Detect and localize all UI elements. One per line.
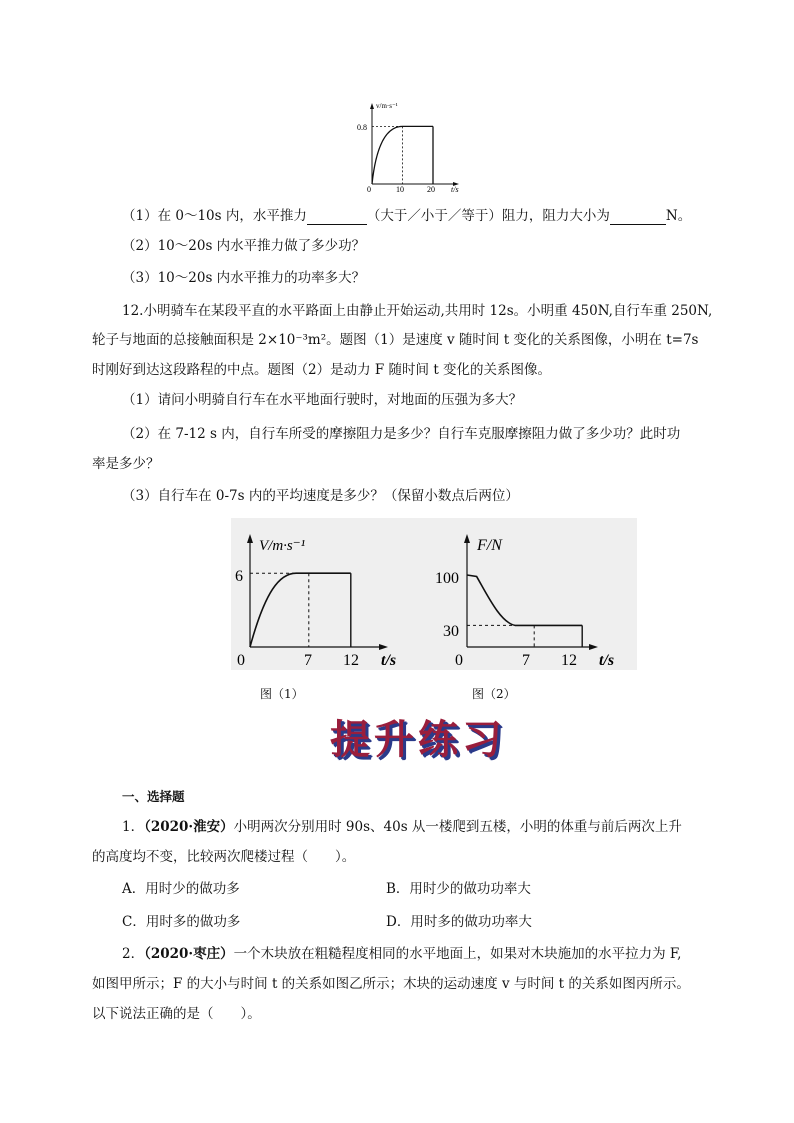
- figure-1-velocity-graph: [231, 518, 431, 670]
- fig2-x-arrow: [589, 644, 598, 650]
- small-velocity-graph: [355, 100, 465, 192]
- fig2-y-tick-30: 30: [443, 623, 459, 640]
- q12-sub3: （3）自行车在 0-7s 内的平均速度是多少？（保留小数点后两位）: [122, 488, 519, 504]
- fig1-x-arrow: [379, 644, 388, 650]
- mc2-line3: 以下说法正确的是（ ）。: [92, 1006, 261, 1022]
- fig1-y-label: V/m·s⁻¹: [259, 538, 306, 554]
- mc1-option-b[interactable]: B．用时少的做功功率大: [386, 881, 531, 897]
- fig1-x-label: t/s: [381, 652, 397, 669]
- fig1-x-tick-12: 12: [343, 652, 359, 669]
- figure-2-caption: 图（2）: [472, 687, 516, 701]
- q11-blank-2[interactable]: [610, 210, 666, 225]
- fig1-x-tick-7: 7: [304, 652, 312, 669]
- q11-part3: （3）10～20s 内水平推力的功率多大？: [122, 270, 366, 286]
- mc2-line2: 如图甲所示；F 的大小与时间 t 的关系如图乙所示；木块的运动速度 v 与时间 t 的关系如图丙所示。: [92, 976, 690, 992]
- fig2-x-tick-12: 12: [561, 652, 577, 669]
- q11-part2: （2）10～20s 内水平推力做了多少功？: [122, 238, 366, 254]
- mc1-option-c[interactable]: C．用时多的做功多: [122, 914, 241, 930]
- fig1-x-tick-0: 0: [237, 652, 245, 669]
- small-graph-x-tick-20: 20: [427, 185, 435, 192]
- q11-blank-1[interactable]: [307, 210, 367, 225]
- q12-sub2a: （2）在 7-12 s 内，自行车所受的摩擦阻力是多少？自行车克服摩擦阻力做了多少功？此时功: [122, 426, 681, 442]
- fig1-curve: [250, 573, 351, 647]
- fig2-y-arrow: [464, 534, 470, 543]
- small-graph-x-label: t/s: [451, 185, 459, 192]
- small-graph-x-tick-10: 10: [396, 185, 404, 192]
- fig1-y-arrow: [247, 534, 253, 543]
- fig2-x-label: t/s: [599, 652, 615, 669]
- mc1-option-a[interactable]: A．用时少的做功多: [122, 881, 240, 897]
- figure-2-force-graph: [425, 518, 637, 670]
- mc2-line1: 2．（2020·枣庄）一个木块放在粗糙程度相同的水平地面上，如果对木块施加的水平拉力为 F,: [122, 946, 682, 962]
- q12-line3: 时刚好到达这段路程的中点。题图（2）是动力 F 随时间 t 变化的关系图像。: [92, 362, 552, 378]
- small-graph-y-arrow: [370, 103, 374, 109]
- small-graph-y-label: v/m·s⁻¹: [376, 102, 398, 110]
- section-heading: 一、选择题: [122, 789, 185, 804]
- fig2-curve: [467, 575, 582, 625]
- mc1-line1: 1．（2020·淮安）小明两次分别用时 90s、40s 从一楼爬到五楼，小明的体重与前后两次上升: [122, 819, 682, 835]
- q12-line2: 轮子与地面的总接触面积是 2×10⁻³m²。题图（1）是速度 v 随时间 t 变化的关系图像，小明在 t=7s: [92, 332, 699, 348]
- fig2-y-tick-100: 100: [435, 570, 459, 587]
- q12-sub1: （1）请问小明骑自行车在水平地面行驶时，对地面的压强为多大？: [122, 392, 523, 408]
- section-title: 提升练习: [330, 717, 506, 763]
- mc1-line2: 的高度均不变，比较两次爬楼过程（ ）。: [92, 849, 356, 865]
- figure-1-caption: 图（1）: [260, 687, 304, 701]
- fig2-x-tick-0: 0: [455, 652, 463, 669]
- small-graph-x-tick-0: 0: [367, 185, 371, 192]
- fig2-x-tick-7: 7: [522, 652, 530, 669]
- mc1-option-d[interactable]: D．用时多的做功功率大: [386, 914, 532, 930]
- q11-part1: （1）在 0～10s 内，水平推力 （大于／小于／等于）阻力，阻力大小为 N。: [122, 208, 692, 224]
- q12-line1: 12.小明骑车在某段平直的水平路面上由静止开始运动,共用时 12s。小明重 450N,自行车重 250N,: [122, 303, 713, 319]
- q12-sub2b: 率是多少？: [92, 456, 160, 472]
- small-graph-y-tick: 0.8: [357, 123, 367, 132]
- fig2-y-label: F/N: [477, 537, 502, 554]
- fig1-y-tick: 6: [235, 568, 243, 585]
